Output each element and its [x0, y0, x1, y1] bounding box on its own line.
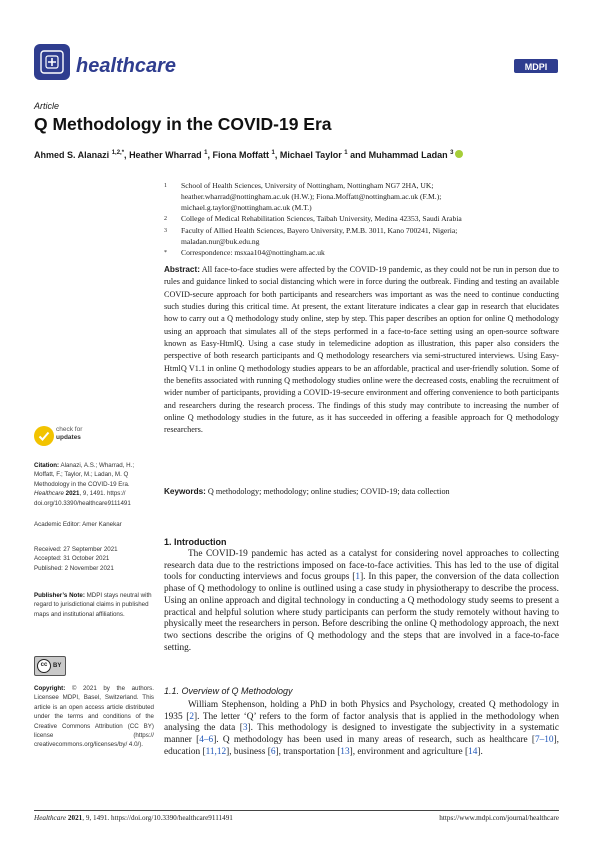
author-affiliation-sup: 1: [204, 150, 208, 156]
citation-volume: , 9, 1491. https://: [79, 490, 126, 498]
page-title: Q Methodology in the COVID-19 Era: [34, 114, 332, 134]
reference-link[interactable]: 1: [355, 572, 361, 583]
affiliations: [164, 180, 564, 259]
affiliation-number: 3: [164, 228, 167, 234]
author-list: Ahmed S. Alanazi $^{1,2,*}$, Heather Wharrad $^1$, Fiona Moffatt $^1$, Michael Taylor $^1$ and Muhammad Ladan $^3$: [34, 150, 463, 160]
affiliation-text: [181, 180, 564, 213]
reference-link[interactable]: 3: [242, 723, 248, 734]
journal-logo: [34, 44, 70, 80]
reference-link[interactable]: 7–10: [534, 735, 554, 746]
published-date: Published: 2 November 2021: [34, 564, 114, 572]
academic-editor: Academic Editor: Amer Kanekar: [34, 521, 122, 528]
copyright-label: Copyright:: [34, 685, 66, 692]
affiliation-text: [181, 225, 564, 247]
journal-name[interactable]: healthcare: [76, 55, 177, 77]
abstract: [164, 264, 559, 437]
affiliation-text: [181, 213, 564, 225]
section-heading: 1. Introduction: [164, 537, 227, 547]
paragraph-text: William Stephenson, holding a PhD in both Physics and Psychology, created Q methodology in 1935 [: [164, 700, 559, 722]
affiliation-line: heather.wharrad@nottingham.ac.uk (H.W.); Fiona.Moffatt@nottingham.ac.uk (F.M.);: [181, 192, 442, 201]
author-name[interactable]: Ahmed S. Alanazi: [34, 150, 110, 160]
affiliation-number: 2: [164, 216, 167, 222]
affiliation-line: College of Medical Rehabilitation Sciences, Taibah University, Medina 42353, Saudi Arabia: [181, 214, 462, 223]
article-type: Article: [34, 101, 60, 111]
accepted-date: Accepted: 31 October 2021: [34, 555, 110, 563]
cc-by-license-badge[interactable]: [34, 656, 66, 676]
keywords-text: Q methodology; methodology; online studies; COVID-19; data collection: [207, 487, 450, 496]
paragraph-text: ]. The letter ‘Q’ refers to the form of factor analysis that is applied in the methodology when analysing the data [: [164, 711, 559, 734]
affiliation-line: School of Health Sciences, University of Nottingham, Nottingham NG7 2HA, UK;: [181, 181, 434, 190]
overview-paragraph: [164, 700, 559, 759]
reference-link[interactable]: 14: [468, 746, 478, 757]
affiliation-line: Faculty of Allied Health Sciences, Bayero University, P.M.B. 3011, Kano 700241, Nigeria;: [181, 226, 458, 235]
affiliation-line: Correspondence: msxaa104@nottingham.ac.uk: [181, 248, 325, 257]
reference-link[interactable]: 11,12: [205, 746, 227, 757]
paragraph-text: ]. Q methodology has been used in many areas of research, such as healthcare [: [213, 735, 535, 746]
paragraph-text: ], environment and agriculture [: [349, 746, 469, 757]
cc-icon: cc: [37, 659, 51, 673]
citation-year: 2021: [65, 490, 80, 498]
affiliation-number: 1: [164, 183, 167, 189]
author-affiliation-sup: 1,2,*: [111, 150, 125, 156]
paragraph-text: The COVID-19 pandemic has acted as a catalyst for considering novel approaches to collecting research data due to the restrictions imposed on face-to-face activities. This has led to the use of digital tools for conducting interviews and focus groups [: [164, 549, 559, 583]
author-affiliation-sup: 1: [344, 150, 348, 156]
reference-link[interactable]: 6: [270, 746, 276, 757]
affiliation-line: michael.g.taylor@nottingham.ac.uk (M.T.): [181, 203, 312, 212]
mdpi-logo-text: MDPI: [524, 62, 548, 72]
check-for-updates-badge[interactable]: [34, 423, 114, 449]
check-line2: updates: [56, 434, 81, 441]
affiliation-number: *: [164, 250, 167, 256]
dates-block: [34, 545, 154, 573]
paragraph-text: ]. In this paper, the conversion of the data collection phase of Q methodology to online is outlined using a case study in physiotherapy to describe the process. Using an online approach and digital technology in conducting a Q methodology study seems to present a practical and helpful solution where study participants can perform the study remotely without having to physically meet the researchers in person. Before describing the online Q methodology approach, the next two sections describe the origins of Q methodology and the steps that are involved in a face-to-face setting.: [164, 572, 559, 653]
affiliation-text: [181, 247, 564, 259]
author-name[interactable]: Heather Wharrad: [129, 150, 202, 160]
author-affiliation-sup: 3: [450, 150, 454, 156]
cc-by-text: BY: [53, 663, 62, 669]
affiliation-item: [164, 213, 564, 225]
reference-link[interactable]: 13: [340, 746, 350, 757]
affiliation-item: [164, 180, 564, 213]
citation-journal: Healthcare: [34, 490, 64, 498]
citation-doi[interactable]: doi.org/10.3390/healthcare9111491: [34, 499, 131, 507]
paragraph-text: ], business [: [226, 746, 271, 757]
paragraph-text: ]. This methodology is designed to investigate the subjectivity in a systematic manner [: [164, 723, 559, 746]
publisher-note-text: MDPI stays neutral with regard to jurisdictional claims in published maps and institutional affiliations.: [34, 592, 152, 618]
footer-journal-url[interactable]: https://www.mdpi.com/journal/healthcare: [439, 814, 559, 822]
citation-text: Alanazi, A.S.; Wharrad, H.; Moffatt, F.; Taylor, M.; Ladan, M. Q Methodology in the COVID-19 Era.: [34, 462, 135, 488]
affiliation-line: maladan.nur@buk.edu.ng: [181, 237, 260, 246]
publisher-note-label: Publisher’s Note:: [34, 592, 85, 599]
check-line1: check for: [56, 426, 83, 433]
publisher-note: [34, 591, 154, 619]
author-affiliation-sup: 1: [271, 150, 275, 156]
copyright-text: © 2021 by the authors. Licensee MDPI, Basel, Switzerland. This article is an open access article distributed under the terms and conditions of the Creative Commons Attribution (CC BY) license (https:// creativecommons.org/licenses/by/ 4.0/).: [34, 685, 154, 749]
author-name[interactable]: Muhammad Ladan: [368, 150, 448, 160]
footer-citation: [34, 814, 233, 822]
footer-journal: Healthcare: [34, 814, 67, 822]
affiliation-item: [164, 225, 564, 247]
paragraph-text: ], education [: [164, 735, 559, 757]
author-name[interactable]: Fiona Moffatt: [212, 150, 269, 160]
copyright-block: [34, 684, 154, 750]
mdpi-logo[interactable]: [514, 56, 558, 76]
keywords-label: Keywords:: [164, 487, 206, 496]
abstract-text: All face-to-face studies were affected by the COVID-19 pandemic, as they could not be run in person due to rules and guidance linked to social distancing which were in force during the outbreak. Finding and testing an available COVID-secure approach for both participants and researchers was important as was the need to continue conducting such studies during this critical time. At present, the extant literature indicates a clear gap in research that elucidates how to carry out a Q methodology study online, step by step. This paper describes an option for online Q methodology using an approach that simulates all of the steps performed in a face-to-face setting using an open-source software known as Easy-HtmlQ. Using a case study in telemedicine adoption as illustration, this paper also considers the perspective of both research participants and Q methodology researchers via semi-structured interviews. Using Easy-HtmlQ V1.1 in online Q methodology studies appears to be an affordable, practical and user-friendly solution. Some of the benefits associated with running Q methodology studies online were the decreased costs, enabling the recruitment of wider number of participants, providing a COVID-19-secure environment and offering convenience to both participants and researchers during the research process. The findings of this study may contribute to increasing the number of online Q methodology studies in the future, as it has succeeded in offering a feasible approach for Q methodology researchers.: [164, 265, 559, 435]
paragraph-text: ].: [477, 746, 483, 757]
author-name[interactable]: Michael Taylor: [279, 150, 342, 160]
subsection-heading: 1.1. Overview of Q Methodology: [164, 686, 293, 696]
received-date: Received: 27 September 2021: [34, 546, 118, 553]
footer-year: 2021: [67, 814, 83, 822]
reference-link[interactable]: 2: [189, 711, 194, 722]
citation-label: Citation:: [34, 462, 60, 469]
intro-paragraph: [164, 549, 559, 654]
abstract-label: Abstract:: [164, 265, 200, 274]
check-updates-icon: [34, 426, 54, 446]
keywords: [164, 487, 559, 496]
citation-block: [34, 461, 154, 508]
reference-link[interactable]: 4–6: [199, 735, 214, 746]
footer-divider: [34, 810, 559, 811]
paragraph-text: ], transportation [: [275, 746, 341, 757]
footer-doi[interactable]: , 9, 1491. https://doi.org/10.3390/healthcare9111491: [82, 814, 233, 822]
check-updates-text: [56, 426, 82, 442]
orcid-icon[interactable]: [455, 150, 463, 158]
affiliation-item: [164, 247, 564, 259]
